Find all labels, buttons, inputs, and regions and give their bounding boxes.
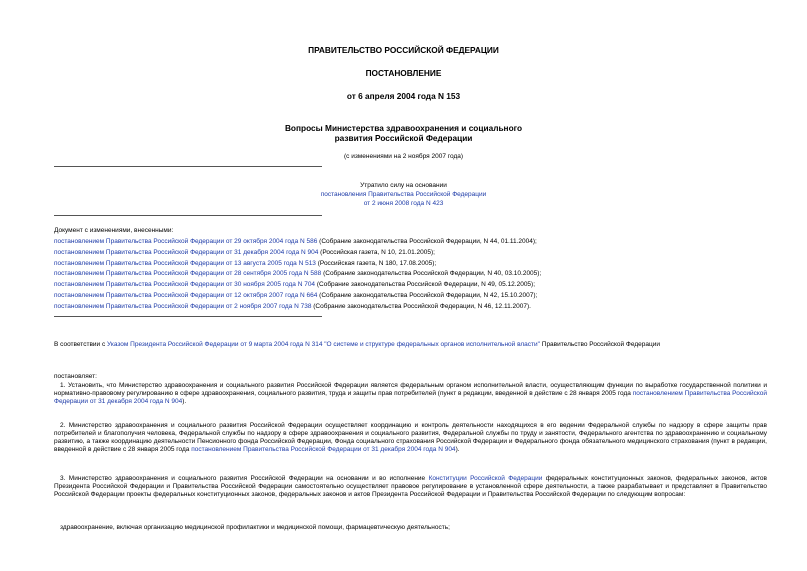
paragraph-3: [54, 475, 767, 499]
paragraph-2-end: ).: [455, 446, 460, 453]
change-item: [54, 249, 435, 257]
repeal-link-line-2[interactable]: [0, 200, 807, 208]
paragraph-1: [54, 382, 767, 406]
change-item: [54, 238, 537, 246]
change-item: [54, 303, 531, 311]
change-item-link[interactable]: постановлением Правительства Российской Федерации от 28 сентября 2005 года N 588: [54, 270, 322, 278]
document-type: ПОСТАНОВЛЕНИЕ: [365, 68, 442, 78]
paragraph-4: здравоохранение, включая организацию медицинской профилактики и медицинской помощи, фармацевтическую деятельность;: [60, 524, 450, 531]
document-title-line-1: Вопросы Министерства здравоохранения и социального: [284, 123, 523, 133]
change-item-link[interactable]: постановлением Правительства Российской Федерации от 30 ноября 2005 года N 704: [54, 281, 316, 289]
change-item-link[interactable]: постановлением Правительства Российской Федерации от 31 декабря 2004 года N 904: [54, 248, 319, 256]
document-title-line-2: развития Российской Федерации: [334, 133, 473, 143]
repeal-link-date[interactable]: от 2 июня 2008 года N 423: [363, 200, 444, 207]
repeal-link[interactable]: постановления Правительства Российской Федерации: [320, 191, 487, 198]
amendment-note: (с изменениями на 2 ноября 2007 года): [343, 153, 464, 160]
preamble-text-end: Правительство Российской Федерации: [539, 341, 660, 348]
change-item-source: (Собрание законодательства Российской Федерации, N 49, 05.12.2005);: [315, 281, 536, 289]
change-item-source: (Собрание законодательства Российской Федерации, N 46, 12.11.2007).: [311, 302, 531, 310]
repeal-text: Утратило силу на основании: [360, 182, 447, 189]
divider: [54, 215, 322, 216]
change-item-source: (Российская газета, N 10, 21.01.2005);: [318, 248, 435, 256]
paragraph-1-link[interactable]: постановлением Правительства Российской Федерации от 31 декабря 2004 года N 904: [54, 390, 768, 405]
repeal-link-line-1[interactable]: [0, 191, 807, 199]
decree-word: постановляет:: [54, 373, 97, 380]
preamble: [54, 341, 660, 349]
change-item: [54, 260, 436, 268]
preamble-decree-link[interactable]: Указом Президента Российской Федерации от 9 марта 2004 года N 314 "О системе и структуре федеральных органов исполнительной власти": [107, 341, 540, 348]
paragraph-2-link[interactable]: постановлением Правительства Российской Федерации от 31 декабря 2004 года N 904: [191, 446, 456, 453]
paragraph-2-text: 2. Министерство здравоохранения и социального развития Российской Федерации осуществляет координацию и контроль деятельности находящихся в его ведении Федеральной службы по надзору в сфере защиты прав потребителей и благополучия человека, Федеральной службы по надзору в сфере здравоохранения и социального развития, Федеральной службы по труду и занятости, Федерального агентства по здравоохранению и социальному развитию, а также координацию деятельности Пенсионного фонда Российской Федерации, Фонда социального страхования Российской Федерации и Федерального фонда обязательного медицинского страхования (пункт в редакции, введенной в действие с 28 января 2005 года: [54, 422, 767, 453]
change-item-link[interactable]: постановлением Правительства Российской Федерации от 13 августа 2005 года N 513: [54, 259, 316, 267]
change-item-source: (Собрание законодательства Российской Федерации, N 42, 15.10.2007);: [317, 292, 538, 299]
change-item-source: (Российская газета, N 180, 17.08.2005);: [315, 259, 437, 267]
government-name: ПРАВИТЕЛЬСТВО РОССИЙСКОЙ ФЕДЕРАЦИИ: [308, 45, 499, 55]
change-item-link[interactable]: постановлением Правительства Российской Федерации от 2 ноября 2007 года N 738: [54, 302, 312, 310]
change-item-source: (Собрание законодательства Российской Федерации, N 44, 01.11.2004);: [317, 238, 537, 245]
paragraph-3-constitution-link[interactable]: Конституции Российской Федерации: [428, 475, 543, 482]
paragraph-3-text-end: федеральных конституционных законов, федеральных законов, актов Президента Российской Федерации и Правительства Российской Федерации самостоятельно осуществляет правовое регулирование в установленной сфере деятельности, а также разрабатывает и представляет в Правительство Российской Федерации проекты федеральных конституционных законов, федеральных законов и актов Президента Российской Федерации и Правительства Российской Федерации по следующим вопросам:: [54, 475, 767, 498]
paragraph-3-text: 3. Министерство здравоохранения и социального развития Российской Федерации на основании и во исполнение: [60, 475, 429, 482]
document-date-number: от 6 апреля 2004 года N 153: [346, 91, 461, 101]
divider: [54, 316, 322, 317]
paragraph-1-text: 1. Установить, что Министерство здравоохранения и социального развития Российской Федерации является федеральным органом исполнительной власти, осуществляющим функции по выработке государственной политики и нормативно-правовому регулированию в сфере здравоохранения, социального развития, труда и защиты прав потребителей (пункт в редакции, введенной в действие с 28 января 2005 года: [54, 382, 767, 397]
change-item: [54, 270, 541, 278]
change-item: [54, 292, 537, 300]
change-item: [54, 281, 535, 289]
paragraph-2: [54, 422, 767, 454]
preamble-text: В соответствии с: [54, 341, 108, 348]
changes-heading: Документ с изменениями, внесенными:: [54, 227, 174, 234]
paragraph-1-end: ).: [182, 398, 187, 405]
change-item-link[interactable]: постановлением Правительства Российской Федерации от 29 октября 2004 года N 586: [54, 238, 318, 245]
divider: [54, 166, 322, 167]
change-item-link[interactable]: постановлением Правительства Российской Федерации от 12 октября 2007 года N 664: [54, 292, 318, 299]
change-item-source: (Собрание законодательства Российской Федерации, N 40, 03.10.2005);: [321, 270, 542, 278]
